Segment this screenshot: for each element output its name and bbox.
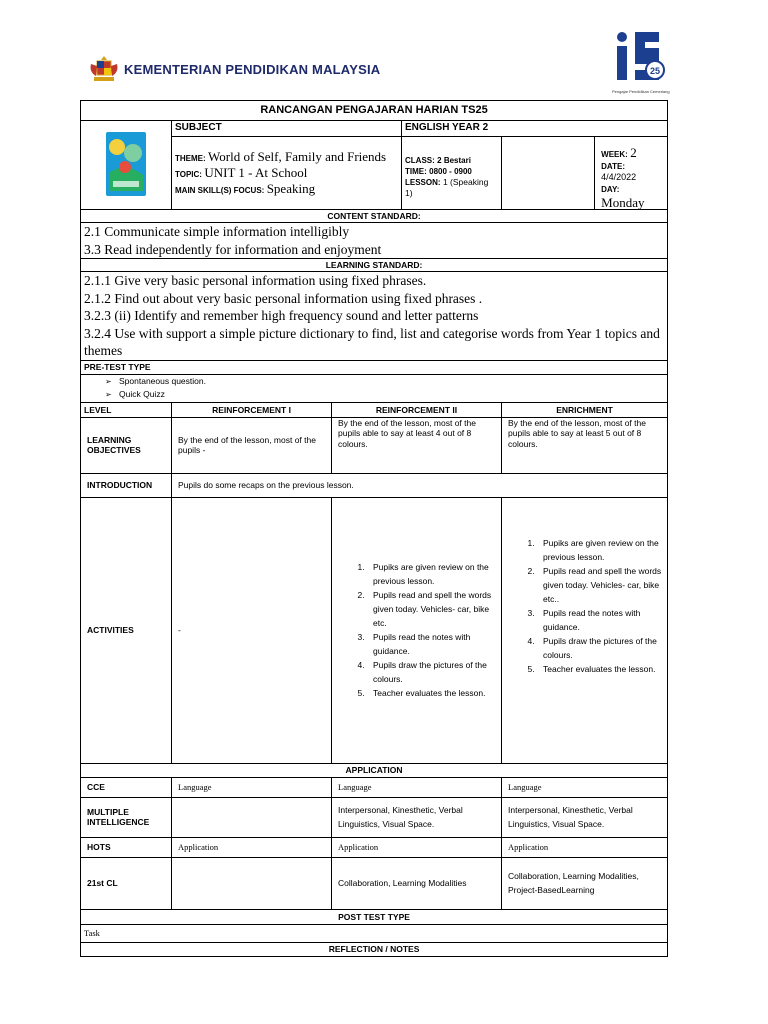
cl21-reinforcement-1 xyxy=(172,857,332,909)
subject-illustration xyxy=(81,121,172,210)
content-standard-item: 2.1 Communicate simple information intelligibly xyxy=(84,224,350,239)
svg-text:25: 25 xyxy=(650,66,661,76)
document-header xyxy=(88,52,688,92)
learning-standard-item: 2.1.1 Give very basic personal information using fixed phrases. xyxy=(84,273,427,289)
posttest-header: POST TEST TYPE xyxy=(81,909,668,924)
hots-reinforcement-1: Application xyxy=(172,837,332,857)
enrichment-header: ENRICHMENT xyxy=(502,402,668,417)
level-label: LEVEL xyxy=(81,402,172,417)
topic-label: TOPIC: xyxy=(175,169,202,179)
activity-item: 3. Pupils read the notes with guidance. xyxy=(367,630,498,658)
learning-standard-item: 2.1.2 Find out about very basic personal information using fixed phrases . xyxy=(84,290,483,306)
date-label: DATE: xyxy=(601,162,625,172)
activity-item: 4. Pupils draw the pictures of the colours. xyxy=(367,658,498,686)
pretest-cell xyxy=(81,374,668,402)
introduction-value: Pupils do some recaps on the previous lesson. xyxy=(172,473,668,497)
day-value: Monday xyxy=(601,194,645,210)
week-value: 2 xyxy=(630,145,637,160)
pretest-header: PRE-TEST TYPE xyxy=(81,360,668,374)
date-value: 4/4/2022 xyxy=(601,172,637,183)
activity-item: 1. Pupiks are given review on the previous lesson. xyxy=(537,536,664,564)
cl21-enrichment: Collaboration, Learning Modalities, Project-BasedLearning xyxy=(502,857,668,909)
objectives-label: LEARNING OBJECTIVES xyxy=(81,417,172,473)
learning-standard-item: 3.2.3 (ii) Identify and remember high frequency sound and letter patterns xyxy=(84,308,479,324)
content-standards-cell xyxy=(81,223,668,259)
theme-label: THEME: xyxy=(175,153,206,163)
reflection-header: REFLECTION / NOTES xyxy=(81,942,668,956)
ts25-logo-icon xyxy=(613,24,667,90)
lesson-plan-table xyxy=(80,100,668,957)
activity-item: 2. Pupils read and spell the words given today. Vehicles- car, bike etc.. xyxy=(537,564,664,606)
malaysia-crest-icon xyxy=(88,54,120,84)
cce-reinforcement-1: Language xyxy=(172,777,332,797)
content-standard-header: CONTENT STANDARD: xyxy=(81,210,668,223)
mi-enrichment: Interpersonal, Kinesthetic, Verbal Linguistics, Visual Space. xyxy=(502,797,668,837)
activity-item: 5. Teacher evaluates the lesson. xyxy=(367,686,498,700)
activities-reinforcement-2 xyxy=(332,497,502,763)
pretest-item: ➢ Spontaneous question. xyxy=(119,375,664,388)
activities-label: ACTIVITIES xyxy=(81,497,172,763)
week-date-cell xyxy=(502,137,668,210)
mi-reinforcement-2: Interpersonal, Kinesthetic, Verbal Linguistics, Visual Space. xyxy=(332,797,502,837)
activities-enrichment xyxy=(502,497,668,763)
english-book-icon xyxy=(105,131,147,197)
theme-topic-cell xyxy=(172,137,402,210)
class-value: 2 Bestari xyxy=(437,156,471,166)
class-label: CLASS: xyxy=(405,156,435,166)
activity-item: 5. Teacher evaluates the lesson. xyxy=(537,662,664,676)
learning-standard-header: LEARNING STANDARD: xyxy=(81,259,668,272)
skill-value: Speaking xyxy=(266,181,316,197)
activity-item: 1. Pupiks are given review on the previous lesson. xyxy=(367,560,498,588)
cl21-label: 21st CL xyxy=(81,857,172,909)
mi-label: MULTIPLE INTELLIGENCE xyxy=(81,797,172,837)
cl21-reinforcement-2: Collaboration, Learning Modalities xyxy=(332,857,502,909)
cce-reinforcement-2: Language xyxy=(332,777,502,797)
activity-item: 2. Pupils read and spell the words given today. Vehicles- car, bike etc. xyxy=(367,588,498,630)
hots-reinforcement-2: Application xyxy=(332,837,502,857)
lesson-label: LESSON: xyxy=(405,178,441,188)
activity-item: 4. Pupils draw the pictures of the colours. xyxy=(537,634,664,662)
theme-value: World of Self, Family and Friends xyxy=(208,148,387,164)
learning-standards-cell xyxy=(81,272,668,361)
content-standard-item: 3.3 Read independently for information and enjoyment xyxy=(84,241,382,257)
reinforcement-1-header: REINFORCEMENT I xyxy=(172,402,332,417)
hots-enrichment: Application xyxy=(502,837,668,857)
skill-label: MAIN SKILL(S) FOCUS: xyxy=(175,186,265,196)
form-title: RANCANGAN PENGAJARAN HARIAN TS25 xyxy=(81,101,668,121)
hots-label: HOTS xyxy=(81,837,172,857)
objective-reinforcement-2: By the end of the lesson, most of the pupils able to say at least 4 out of 8 colours. xyxy=(332,417,502,473)
subject-value: ENGLISH YEAR 2 xyxy=(402,121,668,137)
pretest-item: ➢ Quick Quizz xyxy=(119,388,664,401)
objective-enrichment: By the end of the lesson, most of the pupils able to say at least 5 out of 8 colours. xyxy=(502,417,668,473)
day-label: DAY: xyxy=(601,184,620,194)
cce-enrichment: Language xyxy=(502,777,668,797)
objective-reinforcement-1: By the end of the lesson, most of the pupils - xyxy=(172,417,332,473)
class-time-cell xyxy=(402,137,502,210)
cce-label: CCE xyxy=(81,777,172,797)
introduction-label: INTRODUCTION xyxy=(81,473,172,497)
logo-caption: Pengajar Pendidikan Cemerlang xyxy=(612,89,670,94)
reinforcement-2-header: REINFORCEMENT II xyxy=(332,402,502,417)
activity-item: 3. Pupils read the notes with guidance. xyxy=(537,606,664,634)
mi-reinforcement-1 xyxy=(172,797,332,837)
time-label: TIME: xyxy=(405,167,427,177)
time-value: 0800 - 0900 xyxy=(429,167,472,177)
learning-standard-item: 3.2.4 Use with support a simple picture dictionary to find, list and categorise words from Year 1 topics and themes xyxy=(84,325,660,359)
posttest-value: Task xyxy=(81,924,668,942)
application-header: APPLICATION xyxy=(81,763,668,777)
week-label: WEEK: xyxy=(601,150,628,159)
ministry-name: KEMENTERIAN PENDIDIKAN MALAYSIA xyxy=(124,62,381,77)
activities-reinforcement-1: - xyxy=(172,497,332,763)
subject-label: SUBJECT xyxy=(172,121,402,137)
topic-value: UNIT 1 - At School xyxy=(204,164,308,180)
lesson-value: 1 (Speaking 1) xyxy=(405,177,489,199)
